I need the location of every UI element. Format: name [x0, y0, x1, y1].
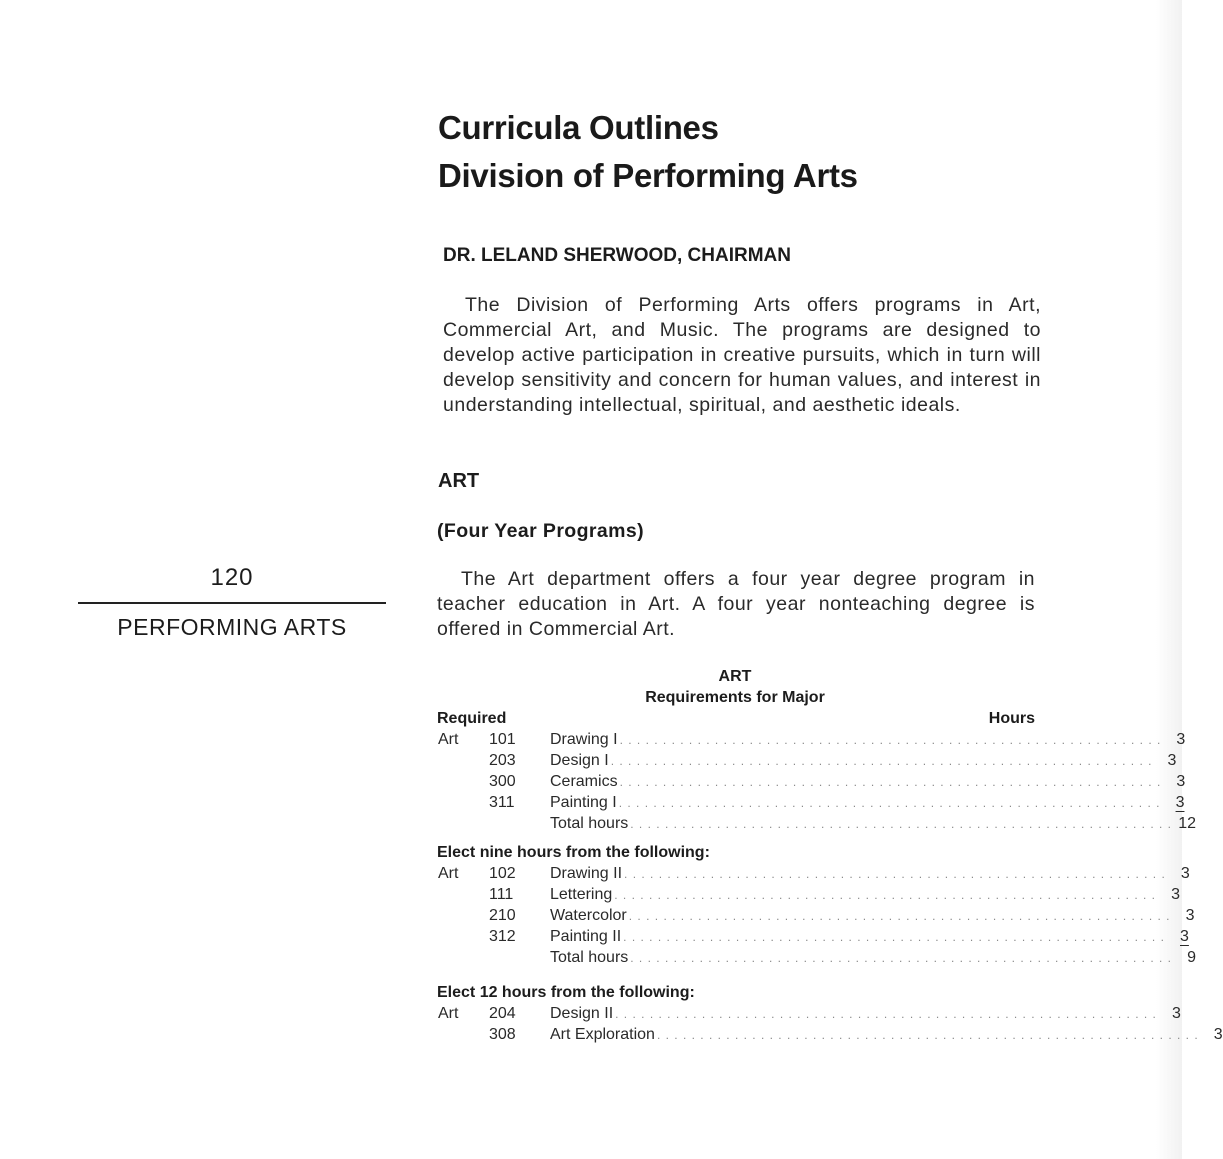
course-cell	[550, 792, 1185, 814]
hours-cell: 3	[1180, 865, 1190, 882]
total-row	[437, 947, 1197, 968]
course-cell	[550, 729, 1186, 751]
course-code-cell: 311	[489, 794, 515, 811]
course-name: Painting I	[550, 794, 617, 811]
table-row	[437, 1024, 1223, 1045]
table-title: ART	[718, 668, 752, 685]
course-cell	[550, 1003, 1181, 1025]
hours-cell: 3	[1171, 886, 1181, 903]
elect-nine-section	[437, 842, 1197, 968]
page-number: 120	[210, 564, 254, 591]
elect-twelve-header	[437, 982, 1035, 1003]
course-code-cell: 102	[489, 865, 516, 882]
dot-leader: . . . . . . . . . . . . . . . . . . . . . . . . . . . . . . . . . . . . . . . . . . . . . . . . . . . . . . . . . . . . . . .	[618, 796, 1161, 810]
course-name: Lettering	[550, 886, 613, 903]
total-cell	[550, 947, 1197, 969]
total-cell	[550, 813, 1197, 835]
dot-leader: . . . . . . . . . . . . . . . . . . . . . . . . . . . . . . . . . . . . . . . . . . . . . . . . . . . . . . . . . . . . . . .	[610, 754, 1153, 768]
dot-leader: . . . . . . . . . . . . . . . . . . . . . . . . . . . . . . . . . . . . . . . . . . . . . . . . . . . . . . . . . . . . . . .	[630, 951, 1173, 965]
course-name: Ceramics	[550, 773, 618, 790]
course-code-cell: 300	[489, 773, 516, 790]
table-row	[437, 729, 1186, 750]
page-title	[438, 104, 858, 200]
course-cell	[550, 905, 1195, 927]
hours-column-label: Hours	[988, 710, 1035, 727]
course-code-cell: 111	[489, 886, 514, 903]
dot-leader: . . . . . . . . . . . . . . . . . . . . . . . . . . . . . . . . . . . . . . . . . . . . . . . . . . . . . . . . . . . . . . .	[615, 1007, 1157, 1021]
hours-cell: 3	[1175, 794, 1185, 811]
programs-heading: (Four Year Programs)	[437, 520, 645, 542]
table-row	[437, 884, 1181, 905]
total-label: Total hours	[550, 815, 629, 832]
course-code-cell: 312	[489, 928, 516, 945]
chairman-heading: DR. LELAND SHERWOOD, CHAIRMAN	[443, 245, 791, 266]
art-heading: ART	[438, 470, 480, 492]
table-row	[437, 1003, 1181, 1024]
table-row	[437, 926, 1189, 947]
total-hours: 12	[1178, 815, 1197, 832]
course-cell	[550, 863, 1190, 885]
table-row	[437, 792, 1185, 813]
table-row	[437, 750, 1177, 771]
table-row	[437, 771, 1186, 792]
course-cell	[550, 926, 1189, 948]
course-name: Drawing I	[550, 731, 618, 748]
course-cell	[550, 750, 1177, 772]
art-paragraph: The Art department offers a four year degree program in teacher education in Art. A four year nonteaching degree is offered in Commercial Art.	[437, 568, 1035, 640]
course-code-cell: 101	[489, 731, 516, 748]
hours-cell: 3	[1176, 731, 1186, 748]
hours-cell: 3	[1176, 773, 1186, 790]
sidebar-divider	[78, 602, 386, 604]
section-label: PERFORMING ARTS	[117, 614, 347, 640]
dot-leader: . . . . . . . . . . . . . . . . . . . . . . . . . . . . . . . . . . . . . . . . . . . . . . . . . . . . . . . . . . . . . . .	[619, 733, 1162, 747]
elect-twelve-section	[437, 982, 1223, 1045]
title-line-1: Curricula Outlines	[438, 109, 719, 146]
elect-twelve-label: Elect 12 hours from the following:	[437, 984, 695, 1001]
page-edge-shadow	[1156, 0, 1185, 1159]
hours-cell: 3	[1167, 752, 1177, 769]
dept-cell: Art	[438, 1005, 459, 1022]
course-code-cell: 308	[489, 1026, 516, 1043]
table-row	[437, 905, 1195, 926]
total-row	[437, 813, 1197, 834]
course-code-cell: 204	[489, 1005, 516, 1022]
course-cell	[550, 884, 1181, 906]
hours-cell: 3	[1213, 1026, 1223, 1043]
hours-cell: 3	[1180, 928, 1189, 945]
elect-nine-header	[437, 842, 1035, 863]
dept-cell: Art	[438, 865, 459, 882]
dot-leader: . . . . . . . . . . . . . . . . . . . . . . . . . . . . . . . . . . . . . . . . . . . . . . . . . . . . . . . . . . . . . . .	[614, 888, 1157, 902]
course-cell	[550, 1024, 1223, 1046]
sidebar	[78, 562, 386, 642]
dot-leader: . . . . . . . . . . . . . . . . . . . . . . . . . . . . . . . . . . . . . . . . . . . . . . . . . . . . . . . . . . . . . . .	[628, 909, 1171, 923]
title-line-2: Division of Performing Arts	[438, 157, 858, 194]
dot-leader: . . . . . . . . . . . . . . . . . . . . . . . . . . . . . . . . . . . . . . . . . . . . . . . . . . . . . . . . . . . . . . .	[623, 930, 1165, 944]
course-code-cell: 203	[489, 752, 516, 769]
dot-leader: . . . . . . . . . . . . . . . . . . . . . . . . . . . . . . . . . . . . . . . . . . . . . . . . . . . . . . . . . . . . . . .	[619, 775, 1162, 789]
course-name: Drawing II	[550, 865, 623, 882]
required-header	[437, 708, 1035, 729]
course-cell	[550, 771, 1186, 793]
course-name: Design II	[550, 1005, 614, 1022]
hours-cell: 3	[1171, 1005, 1181, 1022]
total-hours: 9	[1187, 949, 1197, 966]
course-code-cell: 210	[489, 907, 516, 924]
course-name: Art Exploration	[550, 1026, 655, 1043]
dot-leader: . . . . . . . . . . . . . . . . . . . . . . . . . . . . . . . . . . . . . . . . . . . . . . . . . . . . . . . . . . . . . . .	[656, 1028, 1199, 1042]
course-name: Watercolor	[550, 907, 627, 924]
table-row	[437, 863, 1190, 884]
dept-cell: Art	[438, 731, 459, 748]
intro-paragraph: The Division of Performing Arts offers programs in Art, Commercial Art, and Music. The programs are designed to develop active participation in creative pursuits, which in turn will develop sensitivity and concern for human values, and interest in understanding intellectual, spiritual, and aesthetic ideals.	[443, 294, 1041, 416]
course-name: Painting II	[550, 928, 622, 945]
total-label: Total hours	[550, 949, 629, 966]
hours-cell: 3	[1185, 907, 1195, 924]
course-name: Design I	[550, 752, 609, 769]
required-section	[437, 708, 1197, 834]
dot-leader: . . . . . . . . . . . . . . . . . . . . . . . . . . . . . . . . . . . . . . . . . . . . . . . . . . . . . . . . . . . . . . .	[624, 867, 1166, 881]
dot-leader: . . . . . . . . . . . . . . . . . . . . . . . . . . . . . . . . . . . . . . . . . . . . . . . . . . . . . . . . . . . . . . .	[630, 817, 1173, 831]
table-subtitle: Requirements for Major	[645, 689, 825, 706]
elect-nine-label: Elect nine hours from the following:	[437, 844, 710, 861]
required-label: Required	[437, 710, 507, 727]
